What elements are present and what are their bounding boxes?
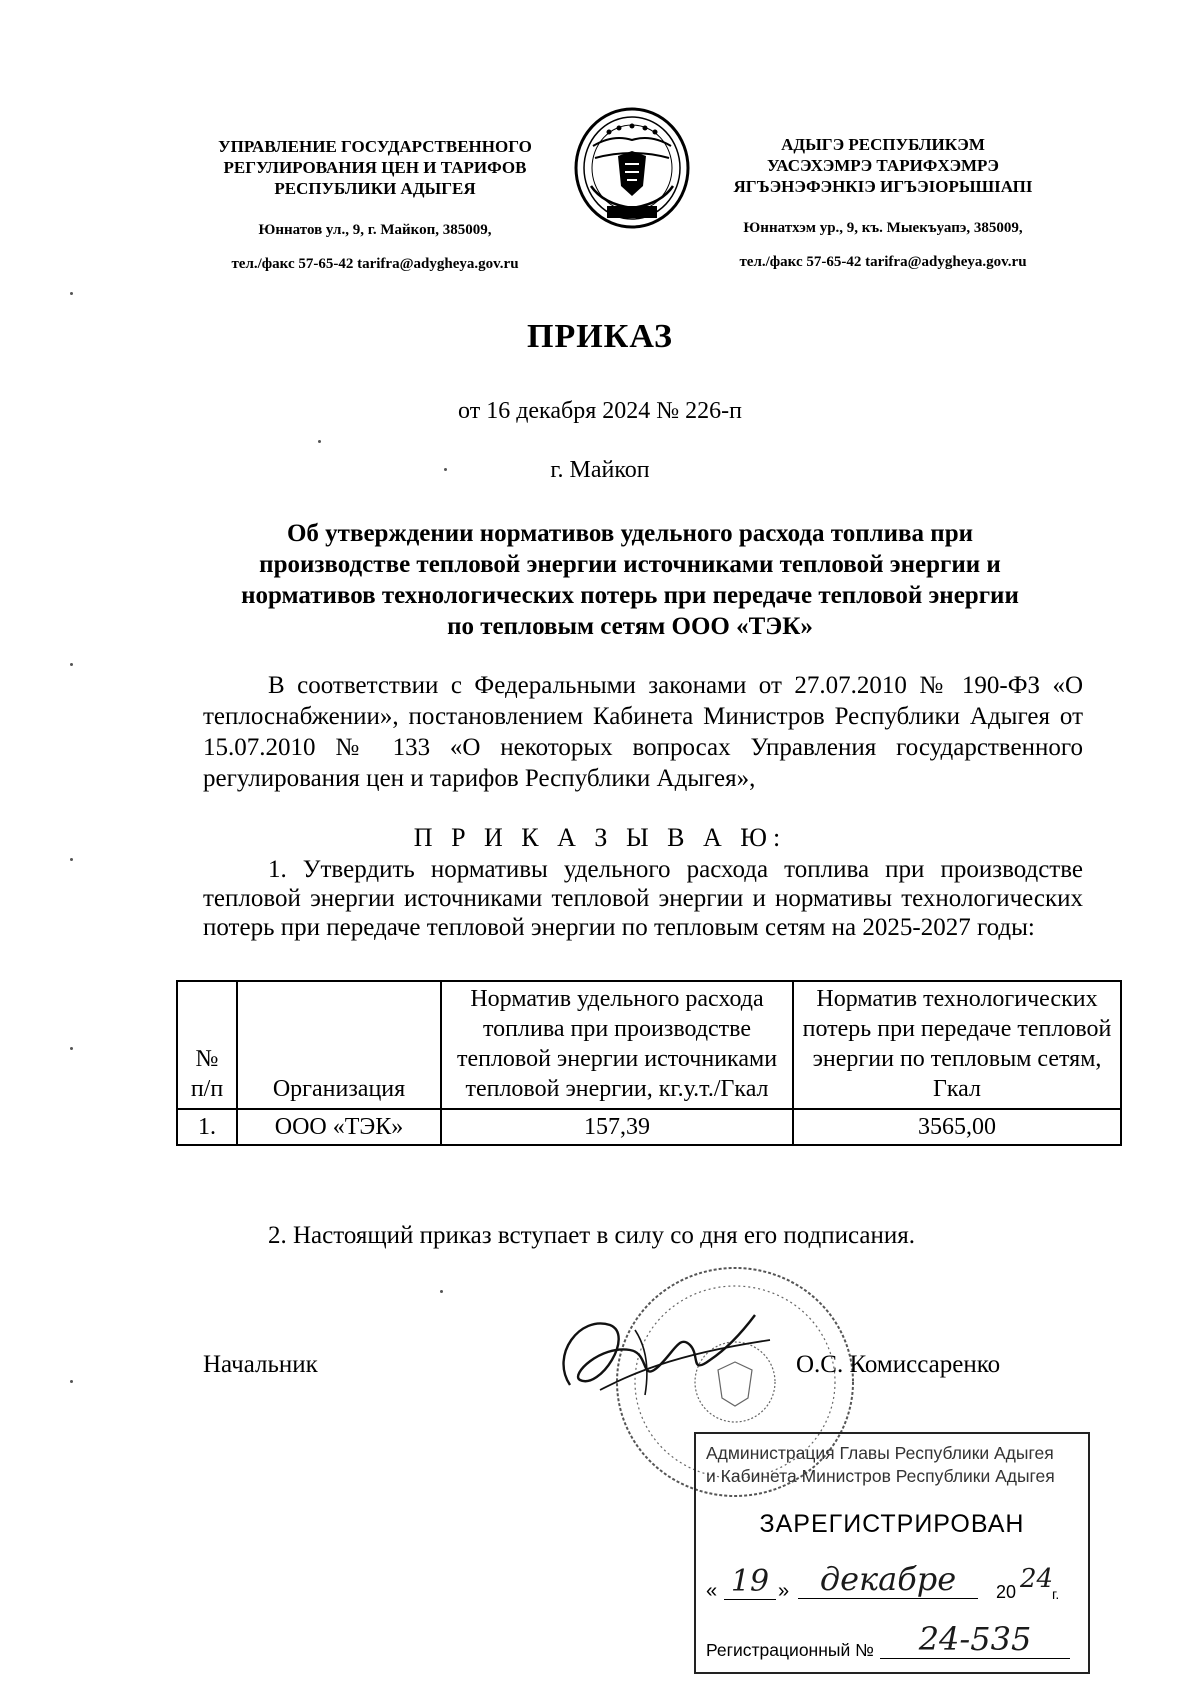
registration-year-suffix: 24 — [1020, 1564, 1054, 1594]
cell-number: 1. — [177, 1109, 237, 1145]
signer-name: О.С. Комиссаренко — [796, 1351, 1001, 1378]
scan-speck — [444, 468, 447, 471]
order-point-1: 1. Утвердить нормативы удельного расхода топлива при производстве тепловой энергии источниками тепловой энергии и нормативы технологических потерь при передаче тепловой энергии по тепловым сетям на 2025-2027 годы: — [203, 856, 1083, 941]
subject-line: Об утверждении нормативов удельного расхода топлива при — [286, 520, 974, 547]
table-row — [177, 1109, 1121, 1145]
header-organization: Организация — [237, 981, 441, 1109]
cell-loss-norm: 3565,00 — [793, 1109, 1121, 1145]
registration-year-prefix: 20 — [996, 1582, 1017, 1602]
table-header-row — [177, 981, 1121, 1109]
registration-number-label: Регистрационный № — [706, 1640, 874, 1660]
scan-speck — [70, 292, 73, 295]
document-subject — [190, 518, 1070, 642]
quote-open: « — [706, 1580, 718, 1602]
norms-table — [176, 980, 1122, 1146]
subject-line: нормативов технологических потерь при передаче тепловой энергии — [241, 582, 1019, 609]
republic-emblem-icon — [573, 106, 691, 230]
registration-month: декабре — [798, 1560, 978, 1599]
subject-line: по тепловым сетям ООО «ТЭК» — [447, 613, 813, 640]
letterhead-left — [185, 136, 565, 273]
letterhead-right-line3: ЯГЪЭНЭФЭНКIЭ ИГЪЭIОРЫШIАПI — [733, 177, 1033, 196]
registration-number-line — [706, 1620, 1078, 1666]
letterhead-right-address: Юннатхэм ур., 9, къ. Мыекъуапэ, 385009, — [743, 220, 1023, 236]
handwritten-signature — [540, 1295, 790, 1425]
registration-authority-line: Администрация Главы Республики Адыгея — [706, 1443, 1054, 1463]
registration-date — [706, 1560, 1078, 1614]
registration-year-g: г. — [1052, 1586, 1060, 1602]
letterhead-right-line1: АДЫГЭ РЕСПУБЛИКЭМ — [781, 135, 985, 154]
scan-speck — [70, 1380, 73, 1383]
registration-day: 19 — [724, 1564, 776, 1600]
letterhead-right — [688, 134, 1078, 271]
document-title: ПРИКАЗ — [527, 318, 673, 355]
letterhead-left-address: Юннатов ул., 9, г. Майкоп, 385009, — [258, 222, 492, 238]
letterhead-left-line3: РЕСПУБЛИКИ АДЫГЕЯ — [274, 179, 476, 198]
registration-authority — [706, 1442, 1078, 1488]
cell-fuel-norm: 157,39 — [441, 1109, 793, 1145]
header-fuel-norm: Норматив удельного расхода топлива при производстве тепловой энергии источниками тепловой энергии, кг.у.т./Гкал — [441, 981, 793, 1109]
registration-stamp — [694, 1432, 1090, 1674]
letterhead-left-contacts: тел./факс 57-65-42 tarifra@adygheya.gov.ru — [231, 256, 519, 272]
scan-speck — [70, 1047, 73, 1050]
registration-authority-line: и Кабинета Министров Республики Адыгея — [706, 1466, 1055, 1486]
letterhead-left-line2: РЕГУЛИРОВАНИЯ ЦЕН И ТАРИФОВ — [223, 158, 527, 177]
letterhead-right-line2: УАСЭХЭМРЭ ТАРИФХЭМРЭ — [767, 156, 999, 175]
registration-number: 24-535 — [880, 1620, 1070, 1659]
quote-close: » — [778, 1580, 790, 1602]
document-city: г. Майкоп — [550, 457, 650, 483]
registration-status: ЗАРЕГИСТРИРОВАН — [759, 1510, 1025, 1538]
document-date-number: от 16 декабря 2024 № 226-п — [458, 398, 742, 424]
cell-organization: ООО «ТЭК» — [237, 1109, 441, 1145]
header-loss-norm: Норматив технологических потерь при передаче тепловой энергии по тепловым сетям, Гкал — [793, 981, 1121, 1109]
letterhead-right-contacts: тел./факс 57-65-42 tarifra@adygheya.gov.ru — [739, 254, 1027, 270]
letterhead-left-line1: УПРАВЛЕНИЕ ГОСУДАРСТВЕННОГО — [218, 137, 532, 156]
scan-speck — [440, 1290, 443, 1293]
scan-speck — [70, 858, 73, 861]
order-heading: П Р И К А З Ы В А Ю: — [413, 823, 787, 852]
signer-position: Начальник — [203, 1351, 318, 1378]
subject-line: производстве тепловой энергии источниками тепловой энергии и — [259, 551, 1001, 578]
order-point-2: 2. Настоящий приказ вступает в силу со дня его подписания. — [268, 1222, 916, 1249]
preamble-paragraph: В соответствии с Федеральными законами от 27.07.2010 № 190-ФЗ «О теплоснабжении», постановлением Кабинета Министров Республики Адыгея от 15.07.2010 № 133 «О некоторых вопросах Управления государственного регулирования цен и тарифов Республики Адыгея», — [203, 672, 1083, 792]
scan-speck — [70, 663, 73, 666]
header-number: № п/п — [177, 981, 237, 1109]
scan-speck — [318, 440, 321, 443]
